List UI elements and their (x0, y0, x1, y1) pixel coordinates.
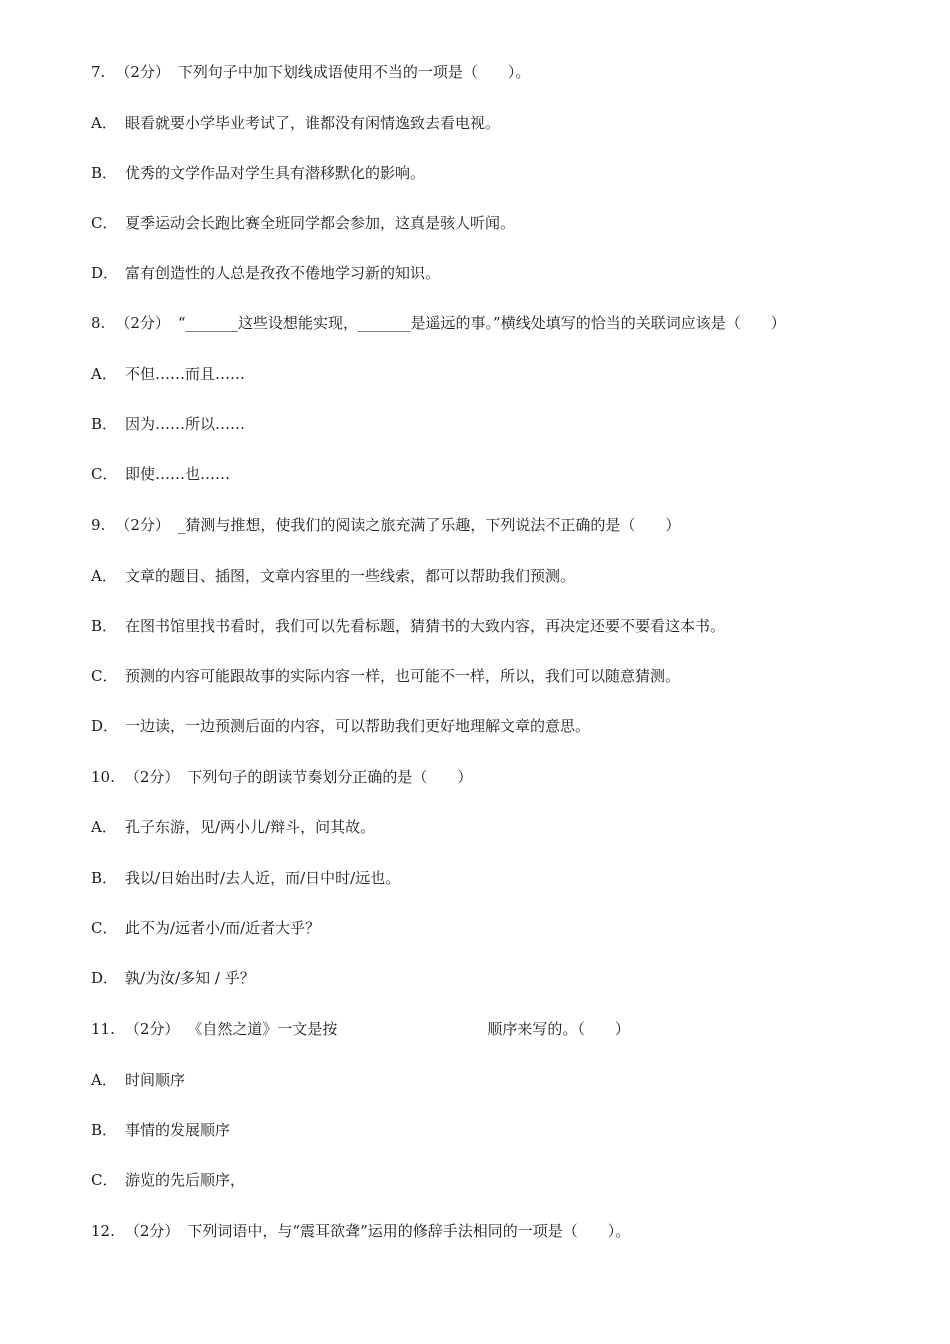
question-text: 下列句子中加下划线成语使用不当的一项是（ ）。 (177, 63, 531, 81)
option-text: 预测的内容可能跟故事的实际内容一样，也可能不一样，所以，我们可以随意猜测。 (125, 667, 681, 685)
option-d[interactable] (91, 263, 910, 283)
option-text: 此不为/远者小/而/近者大乎？ (125, 919, 321, 937)
option-d[interactable] (91, 716, 910, 736)
option-letter: C． (91, 667, 118, 685)
option-a[interactable] (91, 1070, 910, 1090)
option-letter: B． (91, 869, 118, 887)
option-d[interactable] (91, 968, 910, 988)
option-letter: D． (91, 264, 119, 282)
option-text: 在图书馆里找书看时，我们可以先看标题，猜猜书的大致内容，再决定还要不要看这本书。 (125, 617, 726, 635)
option-text: 孔子东游，见/两小儿/辩斗，问其故。 (125, 818, 376, 836)
option-text: 一边读，一边预测后面的内容，可以帮助我们更好地理解文章的意思。 (125, 717, 591, 735)
option-text: 因为……所以…… (125, 415, 246, 433)
option-letter: B． (91, 617, 118, 635)
question-score: （2分） (124, 1222, 180, 1240)
option-text: 孰/为汝/多知 / 乎？ (125, 969, 255, 987)
option-c[interactable] (91, 464, 910, 484)
option-b[interactable] (91, 1120, 910, 1140)
option-b[interactable] (91, 163, 910, 183)
question-number: 7. (91, 63, 106, 81)
question-number: 11. (91, 1020, 115, 1038)
question-text-part-1: 《自然之道》一文是按 (187, 1020, 338, 1038)
question-9-stem (91, 515, 910, 535)
option-c[interactable] (91, 1170, 910, 1190)
option-text: 游览的先后顺序， (125, 1171, 246, 1189)
option-text: 事情的发展顺序 (125, 1121, 231, 1139)
question-number: 9. (91, 516, 106, 534)
option-letter: A． (91, 567, 117, 585)
option-b[interactable] (91, 868, 910, 888)
option-a[interactable] (91, 364, 910, 384)
option-letter: A． (91, 114, 117, 132)
option-letter: C． (91, 1171, 118, 1189)
option-text: 我以/日始出时/去人近，而/日中时/远也。 (125, 869, 401, 887)
option-letter: C． (91, 465, 118, 483)
option-text: 即使……也…… (125, 465, 231, 483)
option-c[interactable] (91, 918, 910, 938)
question-number: 12. (91, 1222, 115, 1240)
option-letter: A． (91, 365, 117, 383)
question-text: 下列词语中，与“震耳欲聋”运用的修辞手法相同的一项是（ ）。 (187, 1222, 631, 1240)
option-a[interactable] (91, 566, 910, 586)
question-score: （2分） (124, 1020, 180, 1038)
question-10-stem (91, 767, 910, 787)
option-b[interactable] (91, 414, 910, 434)
option-c[interactable] (91, 213, 910, 233)
option-b[interactable] (91, 616, 910, 636)
option-letter: D． (91, 969, 119, 987)
question-number: 8. (91, 314, 106, 332)
option-c[interactable] (91, 666, 910, 686)
option-text: 富有创造性的人总是孜孜不倦地学习新的知识。 (125, 264, 441, 282)
option-letter: A． (91, 818, 117, 836)
question-score: （2分） (115, 314, 170, 332)
option-a[interactable] (91, 817, 910, 837)
option-text: 夏季运动会长跑比赛全班同学都会参加，这真是骇人听闻。 (125, 214, 516, 232)
option-letter: C． (91, 919, 118, 937)
option-text: 文章的题目、插图，文章内容里的一些线索，都可以帮助我们预测。 (125, 567, 576, 585)
question-8-stem (91, 313, 910, 333)
question-7-stem (91, 62, 910, 82)
option-letter: B． (91, 415, 118, 433)
option-text: 优秀的文学作品对学生具有潜移默化的影响。 (125, 164, 426, 182)
option-letter: A． (91, 1071, 117, 1089)
question-number: 10. (91, 768, 115, 786)
question-score: （2分） (115, 516, 170, 534)
question-text: “_______这些设想能实现，_______是遥远的事。”横线处填写的恰当的关联词应该是（ ） (177, 314, 786, 332)
option-letter: B． (91, 164, 118, 182)
question-text-part-2: 顺序来写的。（ ） (487, 1020, 630, 1038)
option-text: 眼看就要小学毕业考试了，谁都没有闲情逸致去看电视。 (125, 114, 501, 132)
option-text: 时间顺序 (125, 1071, 186, 1089)
question-12-stem (91, 1221, 910, 1241)
option-text: 不但……而且…… (125, 365, 246, 383)
question-score: （2分） (115, 63, 170, 81)
question-11-stem (91, 1019, 910, 1039)
option-letter: C． (91, 214, 118, 232)
option-letter: D． (91, 717, 119, 735)
question-text: _猜测与推想，使我们的阅读之旅充满了乐趣，下列说法不正确的是（ ） (177, 516, 681, 534)
option-a[interactable] (91, 113, 910, 133)
option-letter: B． (91, 1121, 118, 1139)
question-text: 下列句子的朗读节奏划分正确的是（ ） (187, 768, 473, 786)
question-score: （2分） (124, 768, 180, 786)
